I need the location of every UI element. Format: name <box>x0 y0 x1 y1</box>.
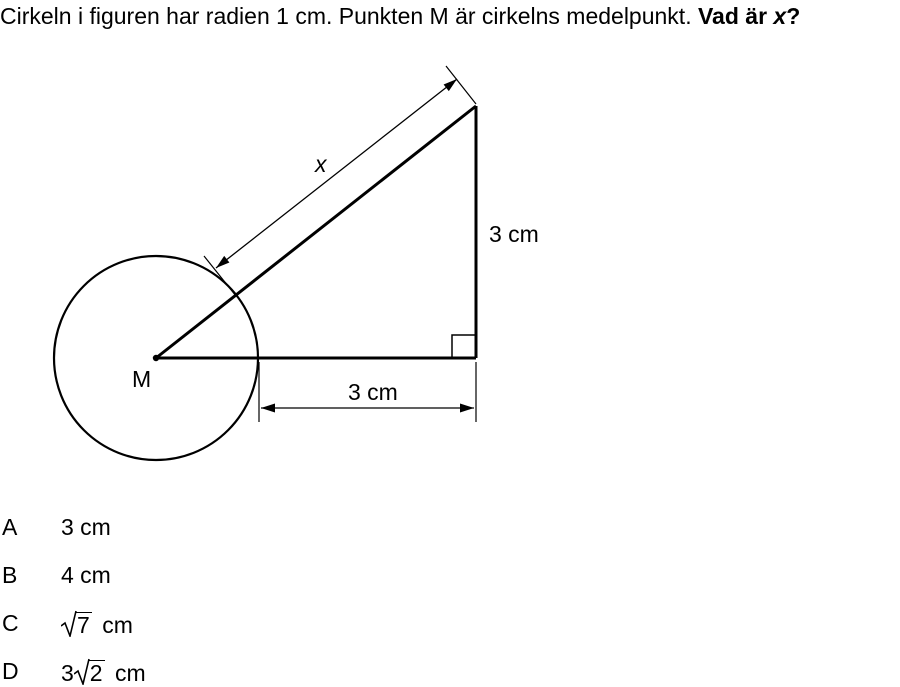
question-variable: x <box>773 3 787 29</box>
horizontal-side-label: 3 cm <box>348 379 398 405</box>
option-d-letter: D <box>2 658 19 684</box>
option-d-radicand: 2 <box>89 660 103 686</box>
vertical-side-label: 3 cm <box>489 221 539 247</box>
option-b-value: 4 cm <box>61 562 111 588</box>
option-d-unit: cm <box>114 660 146 686</box>
bottom-dimension-arrowhead-right <box>460 404 474 413</box>
option-c-unit: cm <box>102 612 133 638</box>
x-dimension-line <box>216 79 457 268</box>
right-angle-marker <box>452 335 476 358</box>
option-a-letter: A <box>2 514 18 540</box>
bottom-dimension-arrowhead-left <box>261 404 275 413</box>
center-point <box>153 355 159 361</box>
option-c-radicand: 7 <box>77 612 90 638</box>
option-d-sqrt <box>74 657 105 687</box>
center-label: M <box>132 366 152 392</box>
option-b-letter: B <box>2 562 18 588</box>
radical-sign-icon <box>74 658 90 685</box>
x-dimension-tick-bottom <box>204 256 236 296</box>
x-dimension-arrowhead-bottom <box>216 256 229 268</box>
option-c-sqrt <box>61 609 92 639</box>
radical-sign-icon <box>61 610 77 637</box>
hypotenuse-line <box>156 106 476 358</box>
option-d-coefficient: 3 <box>61 660 74 686</box>
question-statement: Cirkeln i figuren har radien 1 cm. Punkten M är cirkelns medelpunkt. <box>0 3 698 29</box>
hypotenuse-label: x <box>315 151 327 177</box>
option-c-letter: C <box>2 610 19 636</box>
x-dimension-arrowhead-top <box>444 79 457 91</box>
option-d-value <box>61 657 146 687</box>
option-c-value <box>61 609 133 639</box>
option-a-value: 3 cm <box>61 514 111 540</box>
question-emphasis: Vad är x? <box>697 3 801 29</box>
